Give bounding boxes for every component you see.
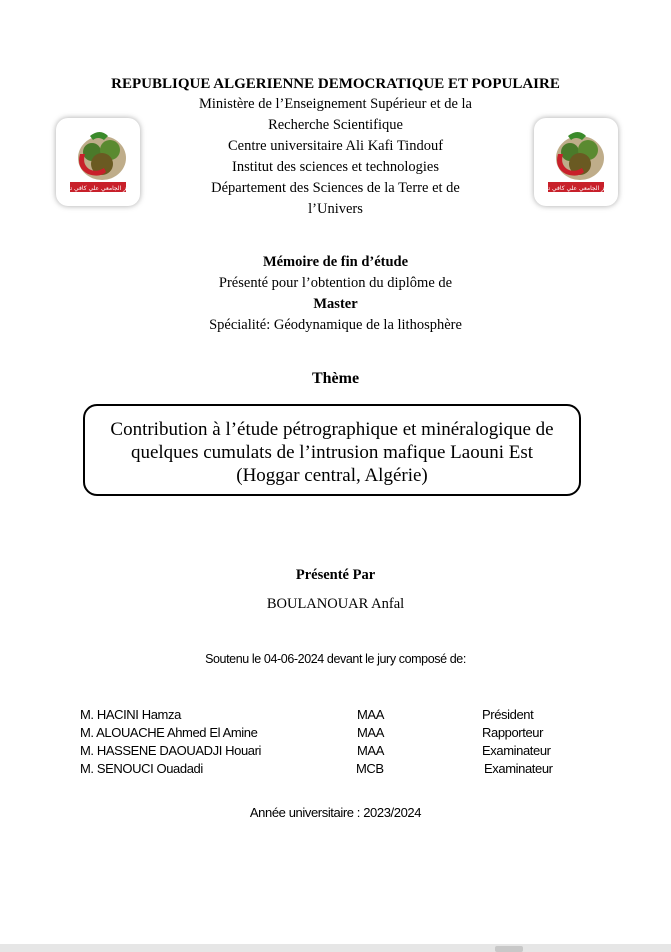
republic-title: REPUBLIQUE ALGERIENNE DEMOCRATIQUE ET POPULAIRE	[111, 76, 560, 92]
speciality: Spécialité: Géodynamique de la lithosphère	[209, 317, 462, 333]
jury-role: Président	[482, 707, 534, 722]
theme-line-3: (Hoggar central, Algérie)	[236, 465, 428, 486]
jury-row	[0, 743, 671, 761]
jury-role: Examinateur	[482, 743, 551, 758]
header-line-institute: Institut des sciences et technologies	[232, 159, 439, 175]
jury-name: M. HACINI Hamza	[80, 707, 181, 722]
jury-role: Examinateur	[484, 761, 553, 776]
theme-line-2: quelques cumulats de l’intrusion mafique Laouni Est	[130, 442, 534, 463]
university-emblem-icon	[534, 124, 618, 200]
svg-text:المركز الجامعي علي كافي تندوف: المركز الجامعي علي كافي تندوف	[56, 185, 140, 192]
jury-grade: MAA	[357, 743, 384, 758]
university-logo-left	[56, 118, 140, 206]
jury-role: Rapporteur	[482, 725, 544, 740]
header-line-university: Centre universitaire Ali Kafi Tindouf	[227, 138, 444, 154]
jury-grade: MCB	[356, 761, 384, 776]
theme-label: Thème	[311, 370, 360, 387]
jury-row	[0, 725, 671, 743]
academic-year: Année universitaire : 2023/2024	[249, 805, 422, 820]
header-line-ministry: Ministère de l’Enseignement Supérieur et de la	[199, 96, 472, 112]
jury-name: M. SENOUCI Ouadadi	[80, 761, 203, 776]
scrollbar-thumb[interactable]	[495, 946, 523, 952]
jury-row	[0, 707, 671, 725]
jury-grade: MAA	[357, 707, 384, 722]
university-logo-right	[534, 118, 618, 206]
defense-line: Soutenu le 04-06-2024 devant le jury composé de:	[205, 652, 466, 666]
jury-name: M. ALOUACHE Ahmed El Amine	[80, 725, 258, 740]
horizontal-scrollbar[interactable]	[0, 944, 671, 952]
svg-text:المركز الجامعي علي كافي تندوف: المركز الجامعي علي كافي تندوف	[534, 185, 618, 192]
jury-row	[0, 761, 671, 779]
header-line-department: Département des Sciences de la Terre et de	[211, 180, 460, 196]
header-line-research: Recherche Scientifique	[268, 117, 403, 133]
presented-by-label: Présenté Par	[295, 567, 376, 583]
theme-line-1: Contribution à l’étude pétrographique et minéralogique de	[110, 419, 554, 440]
theme-box	[83, 404, 581, 496]
jury-grade: MAA	[357, 725, 384, 740]
presented-for: Présenté pour l’obtention du diplôme de	[218, 275, 453, 291]
memoire-title: Mémoire de fin d’étude	[262, 254, 409, 270]
jury-name: M. HASSENE DAOUADJI Houari	[80, 743, 262, 758]
university-emblem-icon	[56, 124, 140, 200]
degree: Master	[313, 296, 358, 312]
header-line-univers: l’Univers	[308, 201, 363, 217]
presenter-name: BOULANOUAR Anfal	[266, 596, 405, 612]
